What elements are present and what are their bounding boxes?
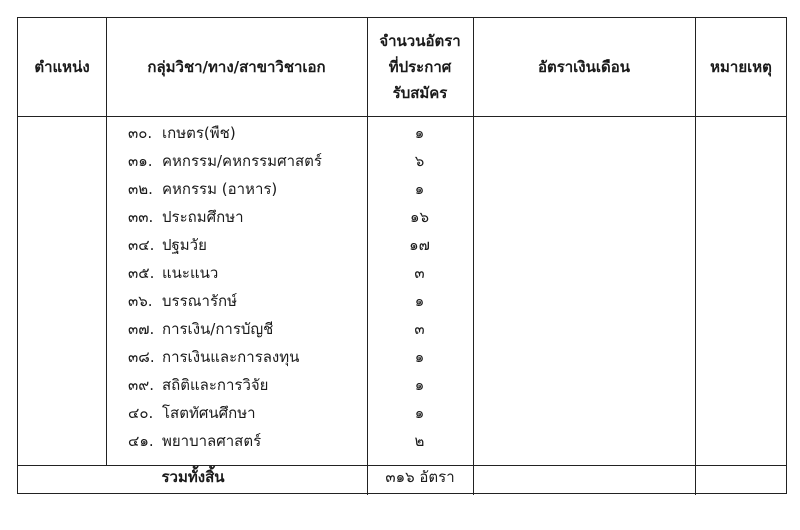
header-divider <box>18 116 786 117</box>
row-count: ๑๖ <box>409 208 430 226</box>
table-row <box>18 370 786 398</box>
row-subject: ประถมศึกษา <box>162 208 244 226</box>
row-subject: คหกรรม (อาหาร) <box>162 180 278 198</box>
table-row <box>18 146 786 174</box>
header-position-label: ตำแหน่ง <box>34 58 90 76</box>
row-number: ๓๔. <box>128 236 155 254</box>
table-row <box>18 426 786 454</box>
row-subject: ปฐมวัย <box>162 236 207 254</box>
row-number: ๓๕. <box>128 264 155 282</box>
row-count: ๑๗ <box>409 236 430 254</box>
header-salary-label: อัตราเงินเดือน <box>537 58 631 76</box>
header-position <box>18 18 106 116</box>
row-number: ๓๑. <box>128 152 153 170</box>
row-subject: แนะแนว <box>162 264 219 282</box>
row-count: ๓ <box>414 264 425 282</box>
positions-table <box>17 17 787 494</box>
header-count-line2: ที่ประกาศ <box>388 58 452 76</box>
header-count-line1: จำนวนอัตรา <box>379 32 461 50</box>
row-subject: การเงินและการลงทุน <box>162 348 300 366</box>
row-count: ๑ <box>414 124 425 142</box>
row-subject: โสตทัศนศึกษา <box>162 404 256 422</box>
row-number: ๓๒. <box>128 180 153 198</box>
header-remarks <box>695 18 787 116</box>
row-subject: เกษตร(พืช) <box>162 124 236 142</box>
row-count: ๑ <box>414 292 425 310</box>
total-value: ๓๑๖ อัตรา <box>385 468 455 486</box>
row-number: ๔๑. <box>128 432 154 450</box>
row-subject: พยาบาลศาสตร์ <box>162 432 262 450</box>
header-salary <box>473 18 695 116</box>
total-label: รวมทั้งสิ้น <box>161 468 225 486</box>
row-count: ๑ <box>414 180 425 198</box>
table-row <box>18 118 786 146</box>
row-number: ๓๐. <box>128 124 153 142</box>
row-subject: บรรณารักษ์ <box>162 292 237 310</box>
table-row <box>18 286 786 314</box>
row-number: ๓๖. <box>128 292 153 310</box>
row-number: ๓๓. <box>128 208 154 226</box>
row-count: ๑ <box>414 376 425 394</box>
row-count: ๓ <box>414 320 425 338</box>
row-subject: การเงิน/การบัญชี <box>162 320 274 338</box>
row-number: ๓๙. <box>128 376 155 394</box>
table-row <box>18 202 786 230</box>
row-count: ๒ <box>414 432 425 450</box>
table-row <box>18 258 786 286</box>
table-row <box>18 342 786 370</box>
row-count: ๑ <box>414 404 425 422</box>
row-count: ๖ <box>414 152 425 170</box>
header-count-line3: รับสมัคร <box>392 84 448 102</box>
row-subject: สถิติและการวิจัย <box>162 376 269 394</box>
header-subject-label: กลุ่มวิชา/ทาง/สาขาวิชาเอก <box>147 58 326 76</box>
row-count: ๑ <box>414 348 425 366</box>
row-subject: คหกรรม/คหกรรมศาสตร์ <box>162 152 322 170</box>
header-count <box>367 18 473 116</box>
header-subject <box>106 18 367 116</box>
row-number: ๓๘. <box>128 348 155 366</box>
row-number: ๓๗. <box>128 320 155 338</box>
header-remarks-label: หมายเหตุ <box>710 58 772 76</box>
table-row <box>18 230 786 258</box>
table-row <box>18 174 786 202</box>
table-row <box>18 398 786 426</box>
row-number: ๔๐. <box>128 404 154 422</box>
table-row <box>18 314 786 342</box>
